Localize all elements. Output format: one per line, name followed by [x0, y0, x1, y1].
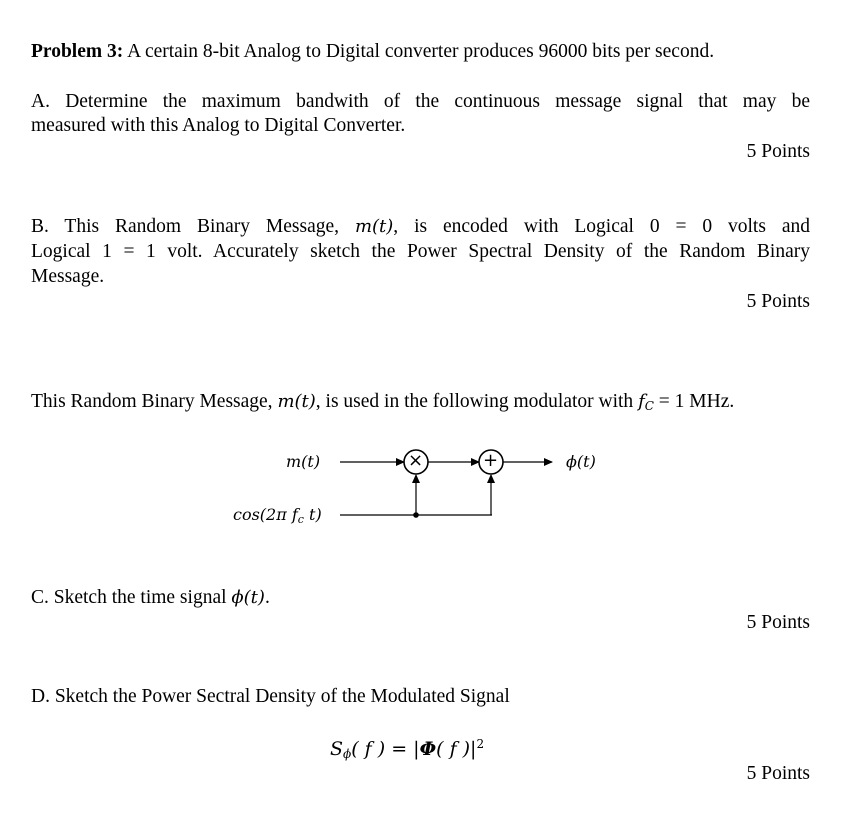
part-b-math: m(t) [354, 216, 394, 237]
carrier-label-end: t) [303, 505, 322, 524]
part-c-points: 5 Points [746, 612, 810, 633]
formula-phi: Φ [419, 738, 437, 760]
plus-icon: + [483, 450, 499, 471]
psd-formula [330, 737, 484, 761]
part-d-points: 5 Points [746, 763, 810, 784]
input-label: m(t) [286, 452, 321, 471]
modulator-prefix: This Random Binary Message, [31, 391, 273, 412]
modulator-middle: , is used in the following modulator with [315, 391, 634, 412]
modulator-math: m(t) [277, 391, 316, 412]
part-a-line2: measured with this Analog to Digital Converter. [31, 115, 406, 136]
part-a-line1: A. Determine the maximum bandwith of the continuous message signal that may be [31, 91, 810, 112]
part-b-points: 5 Points [746, 291, 810, 312]
fc-subscript: C [644, 399, 654, 413]
part-b-line2: Logical 1 = 1 volt. Accurately sketch the Power Spectral Density of the Random Binary [31, 241, 810, 262]
formula-sub: ϕ [343, 747, 352, 761]
formula-arg: ( f ) = | [351, 738, 420, 760]
formula-s: S [330, 738, 344, 760]
part-b-prefix: B. This Random Binary Message, [31, 216, 340, 237]
fc-value: = 1 MHz. [653, 391, 735, 412]
problem-intro: A certain 8-bit Analog to Digital converter produces 96000 bits per second. [127, 41, 715, 62]
part-b-line3: Message. [31, 266, 105, 287]
problem-heading: Problem 3: [31, 41, 124, 62]
carrier-label-sub: c [297, 513, 304, 526]
formula-end: ( f )| [436, 738, 477, 760]
part-c-prefix: C. Sketch the time signal [31, 587, 227, 608]
output-label: ϕ(t) [566, 452, 596, 471]
part-c-math: ϕ(t) [231, 587, 265, 608]
multiply-icon: × [408, 450, 424, 471]
part-a-points: 5 Points [746, 141, 810, 162]
part-c-statement [31, 586, 270, 610]
formula-sup: 2 [476, 737, 485, 751]
carrier-label [233, 505, 322, 526]
fc-symbol: f [638, 391, 645, 412]
part-b-suffix: , is encoded with Logical 0 = 0 volts and [393, 216, 810, 237]
carrier-label-main: cos(2π f [233, 505, 298, 524]
part-c-suffix: . [264, 587, 270, 608]
part-d-statement: D. Sketch the Power Sectral Density of the Modulated Signal [31, 686, 510, 707]
